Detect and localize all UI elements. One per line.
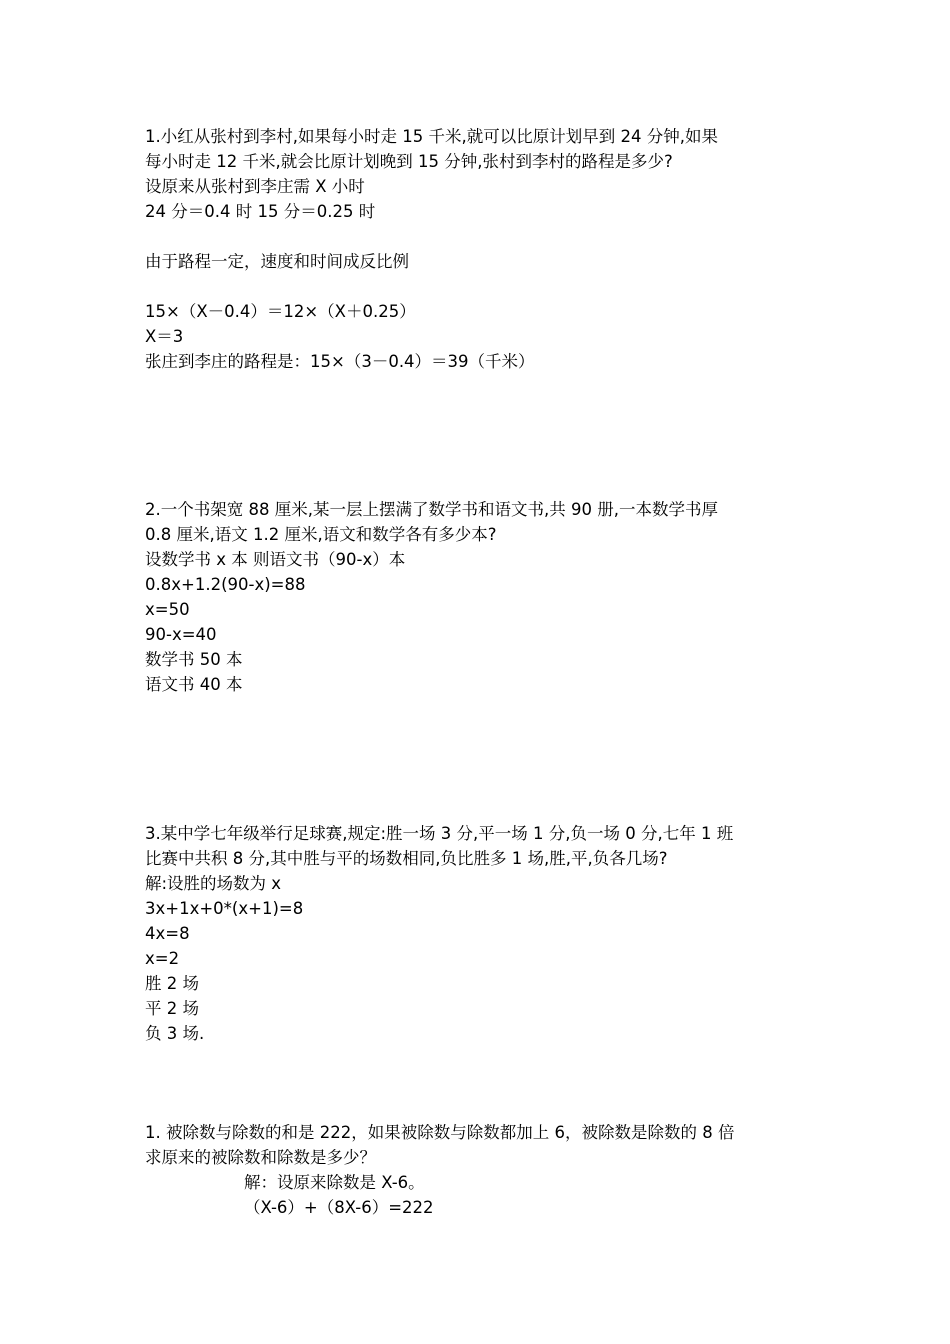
problem-1-line-8: 张庄到李庄的路程是：15×（3－0.4）＝39（千米） (145, 352, 535, 371)
problem-2-line-4: 0.8x+1.2(90-x)=88 (145, 575, 306, 594)
problem-1-line-4: 24 分＝0.4 时 15 分＝0.25 时 (145, 202, 376, 221)
problem-1-line-2: 每小时走 12 千米,就会比原计划晚到 15 分钟,张村到李村的路程是多少? (145, 152, 673, 171)
problem-2-line-2: 0.8 厘米,语文 1.2 厘米,语文和数学各有多少本? (145, 525, 497, 544)
problem-3-line-2: 比赛中共积 8 分,其中胜与平的场数相同,负比胜多 1 场,胜,平,负各几场? (145, 849, 668, 868)
problem-3-line-8: 平 2 场 (145, 999, 199, 1018)
problem-4-line-1: 1. 被除数与除数的和是 222，如果被除数与除数都加上 6，被除数是除数的 8 倍 (145, 1123, 735, 1142)
problem-2-line-6: 90-x=40 (145, 625, 217, 644)
problem-3-line-5: 4x=8 (145, 924, 190, 943)
problem-1-line-7: X＝3 (145, 327, 184, 346)
problem-3-line-9: 负 3 场. (145, 1024, 205, 1043)
problem-3-line-4: 3x+1x+0*(x+1)=8 (145, 899, 304, 918)
problem-2-line-7: 数学书 50 本 (145, 650, 243, 669)
problem-2-line-8: 语文书 40 本 (145, 675, 243, 694)
problem-1-line-3: 设原来从张村到李庄需 X 小时 (145, 177, 365, 196)
problem-1-line-1: 1.小红从张村到李村,如果每小时走 15 千米,就可以比原计划早到 24 分钟,如果 (145, 127, 718, 146)
problem-1-line-5: 由于路程一定，速度和时间成反比例 (145, 252, 409, 271)
problem-4-line-4: （X-6）+（8X-6）=222 (244, 1198, 434, 1217)
problem-3-line-1: 3.某中学七年级举行足球赛,规定:胜一场 3 分,平一场 1 分,负一场 0 分,七年 1 班 (145, 824, 734, 843)
problem-3-line-7: 胜 2 场 (145, 974, 199, 993)
problem-4-line-3: 解：设原来除数是 X-6。 (244, 1173, 425, 1192)
problem-2-line-3: 设数学书 x 本 则语文书（90-x）本 (145, 550, 406, 569)
problem-1-line-6: 15×（X－0.4）＝12×（X＋0.25） (145, 302, 416, 321)
problem-2-line-1: 2.一个书架宽 88 厘米,某一层上摆满了数学书和语文书,共 90 册,一本数学书厚 (145, 500, 718, 519)
problem-4-line-2: 求原来的被除数和除数是多少？ (145, 1148, 376, 1167)
problem-3-line-6: x=2 (145, 949, 180, 968)
problem-2-line-5: x=50 (145, 600, 190, 619)
problem-3-line-3: 解:设胜的场数为 x (145, 874, 282, 893)
